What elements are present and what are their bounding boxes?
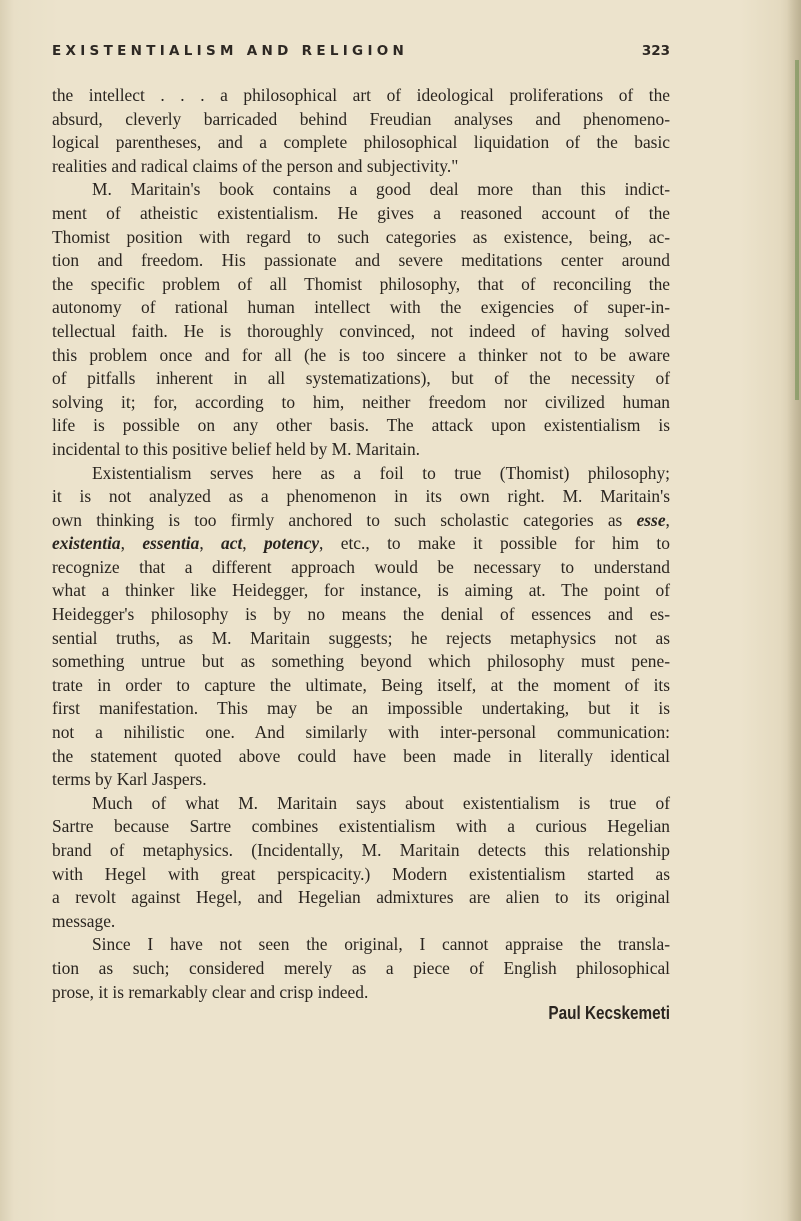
text-line: brand of metaphysics. (Incidentally, M. Maritain detects this relationship (52, 840, 670, 860)
text-line: the intellect . . . a philosophical art of ideological proliferations of the (52, 85, 670, 105)
author-signature: Paul Kecskemeti (548, 1003, 670, 1023)
text-line: absurd, cleverly barricaded behind Freudian analyses and phenomeno- (52, 108, 670, 129)
text-line: prose, it is remarkably clear and crisp indeed. (52, 981, 369, 1002)
text-line: Existentialism serves here as a foil to true (Thomist) philosophy; (92, 462, 670, 483)
text-line: realities and radical claims of the person and subjectivity." (52, 155, 459, 176)
text-line: terms by Karl Jaspers. (52, 769, 207, 790)
text-line: Heidegger's philosophy is by no means the denial of essences and es- (52, 604, 670, 625)
text-line: of pitfalls inherent in all systematizations), but of the necessity of (52, 368, 670, 389)
text-line: solving it; for, according to him, neither freedom nor civilized human (52, 391, 670, 412)
paragraph (52, 933, 670, 1004)
text-line: this problem once and for all (he is too sincere a thinker not to be aware (52, 344, 670, 365)
text-line: incidental to this positive belief held by M. Maritain. (52, 438, 421, 459)
text-line: autonomy of rational human intellect with the exigencies of super-in- (52, 297, 670, 318)
text-line: existentia, essentia, act, potency, etc., to make it possible for him to (52, 533, 670, 554)
text-line: Sartre because Sartre combines existentialism with a curious Hegelian (52, 816, 670, 837)
text-line: with Hegel with great perspicacity.) Modern existentialism started as (52, 863, 670, 884)
text-line: the statement quoted above could have been made in literally identical (52, 745, 670, 766)
text-line: ment of atheistic existentialism. He gives a reasoned account of the (52, 202, 670, 223)
text-line: first manifestation. This may be an impossible undertaking, but it is (52, 698, 670, 719)
text-line: message. (52, 910, 116, 931)
running-title: EXISTENTIALISM AND RELIGION (52, 43, 409, 59)
text-line: M. Maritain's book contains a good deal more than this indict- (92, 179, 670, 200)
paragraph (52, 178, 670, 461)
text-line: tellectual faith. He is thoroughly convinced, not indeed of having solved (52, 320, 670, 341)
text-line: tion and freedom. His passionate and severe meditations center around (52, 250, 670, 271)
running-header (52, 43, 670, 65)
text-line: it is not analyzed as a phenomenon in its own right. M. Maritain's (52, 486, 670, 507)
text-line: the specific problem of all Thomist philosophy, that of reconciling the (52, 273, 670, 294)
text-line: logical parentheses, and a complete philosophical liquidation of the basic (52, 132, 670, 153)
text-line: something untrue but as something beyond which philosophy must pene- (52, 651, 670, 672)
text-line: not a nihilistic one. And similarly with inter-personal communication: (52, 722, 670, 743)
text-line: Much of what M. Maritain says about existentialism is true of (92, 792, 670, 813)
text-line: sential truths, as M. Maritain suggests; he rejects metaphysics not as (52, 627, 670, 648)
text-line: tion as such; considered merely as a piece of English philosophical (52, 957, 670, 978)
page-number: 323 (641, 43, 670, 59)
text-line: Since I have not seen the original, I cannot appraise the transla- (92, 934, 670, 955)
text-line: what a thinker like Heidegger, for instance, is aiming at. The point of (52, 580, 670, 601)
page-edge-mark (795, 60, 799, 400)
paragraph (52, 462, 670, 792)
paragraph (52, 792, 670, 934)
text-line: own thinking is too firmly anchored to such scholastic categories as esse, (52, 509, 670, 530)
article-body (52, 84, 670, 1004)
text-line: trate in order to capture the ultimate, Being itself, at the moment of its (52, 674, 670, 695)
text-line: life is possible on any other basis. The attack upon existentialism is (52, 415, 670, 436)
text-line: recognize that a different approach would be necessary to understand (52, 556, 670, 577)
text-line: a revolt against Hegel, and Hegelian admixtures are alien to its original (52, 887, 670, 908)
paragraph (52, 84, 670, 178)
text-line: Thomist position with regard to such categories as existence, being, ac- (52, 226, 670, 247)
